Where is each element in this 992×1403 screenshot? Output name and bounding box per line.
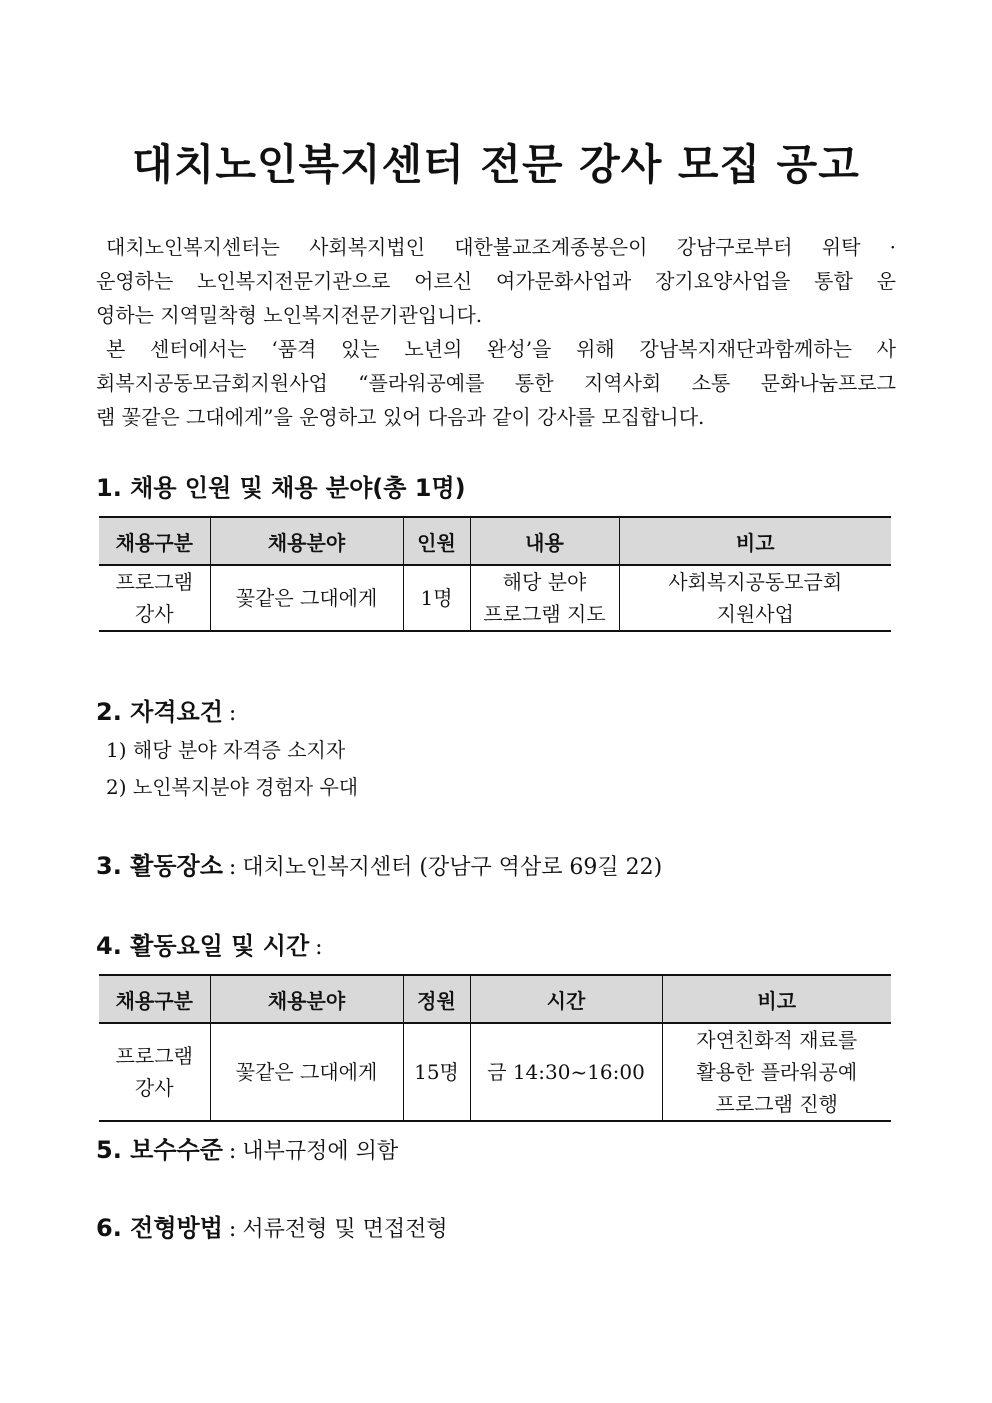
list-item: 2) 노인복지분야 경험자 우대 (106, 775, 359, 799)
section-heading-location (96, 846, 662, 881)
intro-line: 운영하는 노인복지전문기관으로 어르신 여가문화사업과 장기요양사업을 통합 운 (96, 269, 896, 293)
cell-line: 프로그램 진행 (715, 1092, 838, 1116)
section-label: 6. 전형방법 (96, 1214, 223, 1242)
cell-line: 자연친화적 재료를 (696, 1028, 858, 1052)
section-label: 1. 채용 인원 및 채용 분야(총 1명) (96, 474, 466, 502)
table-cell-time: 금 14:30~16:00 (470, 1023, 662, 1121)
section-value: 내부규정에 의함 (242, 1139, 399, 1164)
section-heading-recruitment (96, 468, 466, 503)
intro-line: 회복지공동모금회지원사업 “플라워공예를 통한 지역사회 소통 문화나눔프로그 (96, 371, 896, 395)
cell-line: 강사 (134, 1076, 174, 1100)
section-value: 서류전형 및 면접전형 (242, 1217, 448, 1242)
section-separator: : (315, 935, 323, 960)
schedule-table (99, 974, 891, 1122)
section-heading-schedule (96, 926, 329, 961)
table-cell-note (662, 1023, 891, 1121)
section-label: 4. 활동요일 및 시간 (96, 932, 310, 960)
table-cell-content (470, 565, 619, 631)
cell-line: 사회복지공동모금회 (668, 570, 843, 594)
table-cell-field: 꽃같은 그대에게 (210, 1023, 403, 1121)
cell-line: 프로그램 지도 (483, 602, 606, 626)
table-header-cell: 비고 (619, 517, 891, 565)
qualification-list (106, 732, 358, 806)
table-cell-count: 1명 (403, 565, 470, 631)
section-separator: : (228, 1139, 237, 1164)
cell-line: 프로그램 (115, 570, 193, 594)
table-header-row (99, 517, 891, 565)
table-header-cell: 채용분야 (210, 975, 403, 1023)
section-separator: : (228, 855, 237, 880)
section-heading-qualifications (96, 692, 242, 727)
section-label: 5. 보수수준 (96, 1136, 223, 1164)
intro-line: 본 센터에서는 ‘품격 있는 노년의 완성’을 위해 강남복지재단과함께하는 사 (106, 337, 896, 361)
section-value: 대치노인복지센터 (강남구 역삼로 69길 22) (242, 855, 663, 880)
table-header-cell: 비고 (662, 975, 891, 1023)
intro-line: 영하는 지역밀착형 노인복지전문기관입니다. (96, 303, 483, 327)
table-cell-category (99, 565, 210, 631)
table-row (99, 1023, 891, 1121)
table-header-cell: 정원 (403, 975, 470, 1023)
table-header-cell: 내용 (470, 517, 619, 565)
section-label: 2. 자격요건 (96, 698, 223, 726)
table-header-cell: 시간 (470, 975, 662, 1023)
cell-line: 강사 (134, 602, 174, 626)
table-cell-field: 꽃같은 그대에게 (210, 565, 403, 631)
table-row (99, 565, 891, 631)
section-heading-compensation (96, 1130, 398, 1165)
cell-line: 프로그램 (115, 1044, 193, 1068)
intro-text (96, 230, 896, 434)
table-header-row (99, 975, 891, 1023)
section-heading-selection (96, 1208, 448, 1243)
intro-line: 램 꽃같은 그대에게”을 운영하고 있어 다음과 같이 강사를 모집합니다. (96, 405, 705, 429)
intro-line: 대치노인복지센터는 사회복지법인 대한불교조계종봉은이 강남구로부터 위탁 · (106, 235, 896, 259)
table-cell-capacity: 15명 (403, 1023, 470, 1121)
table-cell-note (619, 565, 891, 631)
cell-line: 해당 분야 (502, 570, 587, 594)
section-label: 3. 활동장소 (96, 852, 223, 880)
recruitment-table (99, 516, 891, 632)
table-header-cell: 채용구분 (99, 975, 210, 1023)
table-header-cell: 채용분야 (210, 517, 403, 565)
cell-line: 지원사업 (716, 602, 794, 626)
table-header-cell: 채용구분 (99, 517, 210, 565)
section-separator: : (228, 701, 237, 726)
list-item: 1) 해당 분야 자격증 소지자 (106, 738, 346, 762)
table-header-cell: 인원 (403, 517, 470, 565)
page-title: 대치노인복지센터 전문 강사 모집 공고 (132, 140, 860, 189)
section-separator: : (228, 1217, 237, 1242)
cell-line: 활용한 플라워공예 (696, 1060, 858, 1084)
table-cell-category (99, 1023, 210, 1121)
